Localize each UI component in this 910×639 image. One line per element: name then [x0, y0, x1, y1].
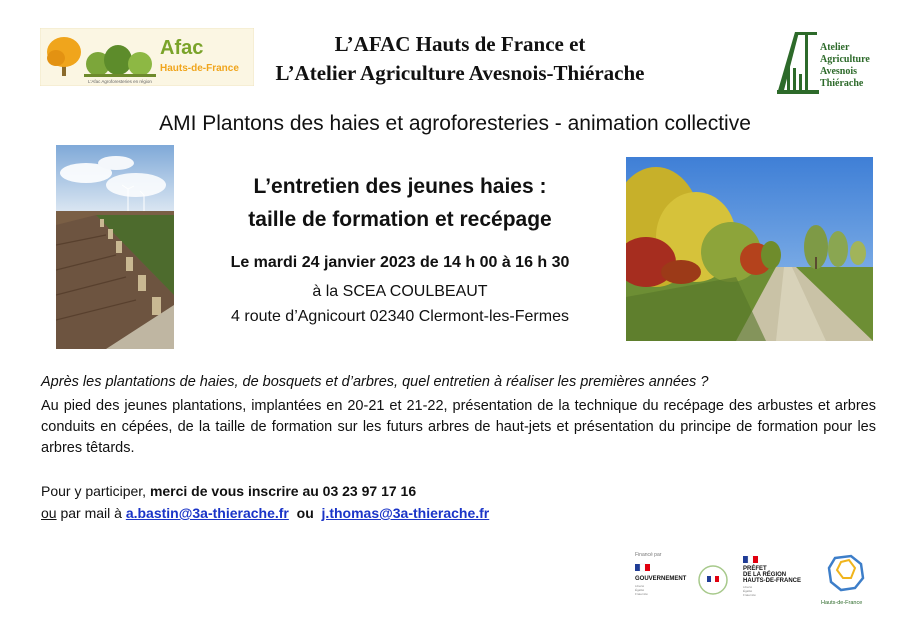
france-relance-icon — [697, 564, 729, 596]
registration-prefix: Pour y participer, — [41, 483, 150, 499]
afac-logo — [40, 28, 254, 86]
svg-text:HAUTS-DE-FRANCE: HAUTS-DE-FRANCE — [743, 578, 801, 584]
svg-text:Liberté: Liberté — [635, 584, 645, 588]
hedge-field-photo — [56, 145, 174, 349]
svg-text:DE LA RÉGION: DE LA RÉGION — [743, 572, 787, 578]
event-title — [190, 170, 610, 236]
svg-text:Égalité: Égalité — [743, 589, 753, 593]
email-line — [41, 505, 489, 521]
afac-logo-name: Afac — [160, 37, 204, 59]
afac-logo-tagline: L'Afac Agroforesteries en région — [88, 79, 152, 84]
atelier-logo-text: Atelier Agriculture Avesnois Thiérache — [820, 42, 870, 89]
ami-heading: AMI Plantons des haies et agroforesteries - animation collective — [159, 112, 751, 135]
title-line-2: L’Atelier Agriculture Avesnois-Thiérache — [275, 61, 645, 85]
email-link-bastin[interactable]: a.bastin@3a-thierache.fr — [125, 505, 289, 521]
event-title-line-2: taille de formation et recépage — [248, 208, 552, 231]
svg-text:Liberté: Liberté — [743, 585, 753, 589]
page-title — [255, 30, 665, 88]
event-address: 4 route d’Agnicourt 02340 Clermont-les-Fermes — [231, 308, 569, 325]
svg-text:Fraternité: Fraternité — [635, 592, 648, 596]
svg-text:Fraternité: Fraternité — [743, 593, 756, 597]
registration-phone: merci de vous inscrire au 03 23 97 17 16 — [149, 483, 417, 499]
email-link-thomas[interactable]: j.thomas@3a-thierache.fr — [321, 505, 490, 521]
afac-logo-subname: Hauts-de-France — [160, 63, 239, 74]
title-line-1: L’AFAC Hauts de France et — [334, 32, 586, 56]
hedge-path-photo — [626, 157, 873, 341]
gouvernement-label: GOUVERNEMENT — [635, 576, 687, 582]
prefet-logo — [741, 554, 821, 604]
registration-line — [41, 483, 416, 499]
event-date: Le mardi 24 janvier 2023 de 14 h 00 à 16 h 30 — [230, 254, 570, 271]
funders-label: Financé par — [635, 552, 662, 558]
region-hauts-de-france-logo — [821, 552, 871, 610]
email-or-prefix: ou — [41, 505, 57, 521]
atelier-agriculture-logo — [773, 28, 883, 98]
email-separator: ou — [296, 505, 314, 521]
svg-text:PRÉFET: PRÉFET — [743, 566, 767, 572]
event-title-line-1: L’entretien des jeunes haies : — [253, 175, 547, 198]
gouvernement-logo — [633, 562, 693, 602]
description: Au pied des jeunes plantations, implantées en 20-21 et 21-22, présentation de la technique du recépage des arbustes et arbres conduits en cépées, de la taille de formation sur les futurs arbres de haut-jets et présentation du principe de formation pour les arbres têtards. — [41, 398, 876, 456]
event-place: à la SCEA COULBEAUT — [312, 283, 488, 300]
intro-question: Après les plantations de haies, de bosquets et d’arbres, quel entretien à réaliser les premières années ? — [41, 374, 709, 390]
funders-logos — [633, 550, 873, 610]
svg-text:Hauts-de-France: Hauts-de-France — [821, 600, 863, 606]
svg-text:Égalité: Égalité — [635, 588, 645, 592]
email-prefix-text: par mail à — [56, 505, 126, 521]
